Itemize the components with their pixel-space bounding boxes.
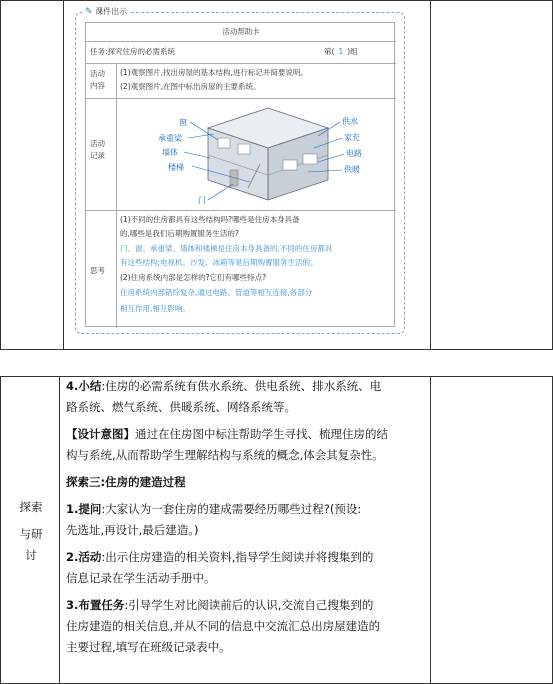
q2: (2)住房系统内部是怎样的?它们有哪些特点?	[120, 273, 267, 282]
label-rtv: 家充	[344, 133, 360, 142]
row1-label: 活动 内容	[90, 69, 105, 90]
card-title: 活动帮助卡	[222, 27, 260, 36]
question-para: 1.提问:大家认为一套住房的建成需要经历哪些过程?(预设: 先选址,再设计,最后建造。)	[66, 502, 362, 537]
pencil-icon: ✎	[85, 7, 93, 17]
side-label: 探索 与研讨	[19, 500, 43, 562]
label-heat: 供暖	[344, 165, 360, 174]
a2-line2: 相互作用,相互影响。	[120, 304, 190, 313]
group-number: 第( 1 )组	[324, 47, 358, 56]
activity-help-card	[85, 22, 395, 327]
label-door: 门	[198, 196, 206, 205]
summary-para: 4.小结:住房的必需系统有供水系统、供电系统、排水系统、电 路系统、燃气系统、供暖系统、网络系统等。	[66, 379, 382, 414]
label-window: 窗	[179, 118, 187, 127]
section-heading: 探索三:住房的建造过程	[66, 475, 186, 489]
row3-label: 思考	[90, 266, 105, 275]
label-wall: 墙体	[162, 148, 178, 157]
label-beam: 承重梁	[158, 134, 182, 143]
a2-line1: 住房系统内部错综复杂,通过电路、管道等相互连接,各部分	[120, 288, 313, 297]
q1-line1: (1)不同的住房都具有这些结构吗?哪些是住房本身具备	[120, 215, 300, 224]
a1-line2: 有这些结构;电视机、沙发、冰箱等是后期购置服务生活的。	[120, 258, 318, 267]
a1-line1: 门、窗、承重梁、墙体和楼梯是住房本身具备的,不同的住房都具	[120, 244, 333, 253]
row2-label: 活动 记录	[90, 139, 105, 160]
label-power: 电路	[346, 149, 362, 158]
task-text: 任务:探究住房的必需系统	[90, 47, 176, 56]
activity-para: 2.活动:出示住房建造的相关资料,指导学生阅读并将搜集到的 信息记录在学生活动手册中。	[66, 550, 374, 585]
courseware-badge: ✎ 课件出示	[82, 6, 130, 17]
row1-line2: (2)观察图片,在图中标出房屋的主要系统。	[120, 82, 261, 91]
lower-content	[66, 376, 428, 658]
row1-line1: (1)观察图片,找出房屋的基本结构,进行标记并简要说明。	[120, 68, 308, 77]
task-para: 3.布置任务:引导学生对比阅读前后的认识,交流自己搜集到的 住房建造的相关信息,并从不同的信息中交流汇总出房屋建造的 主要过程,填写在班级记录表中。	[66, 598, 381, 654]
label-water: 供水	[342, 117, 358, 126]
label-stairs: 楼梯	[168, 163, 184, 172]
design-intent-para: 【设计意图】通过在住房图中标注帮助学生寻找、梳理住房的结 构与系统,从而帮助学生理解结构与系统的概念,体会其复杂性。	[66, 427, 388, 462]
q1-line2: 的,哪些是我们后期购置服务生活的?	[120, 229, 239, 238]
